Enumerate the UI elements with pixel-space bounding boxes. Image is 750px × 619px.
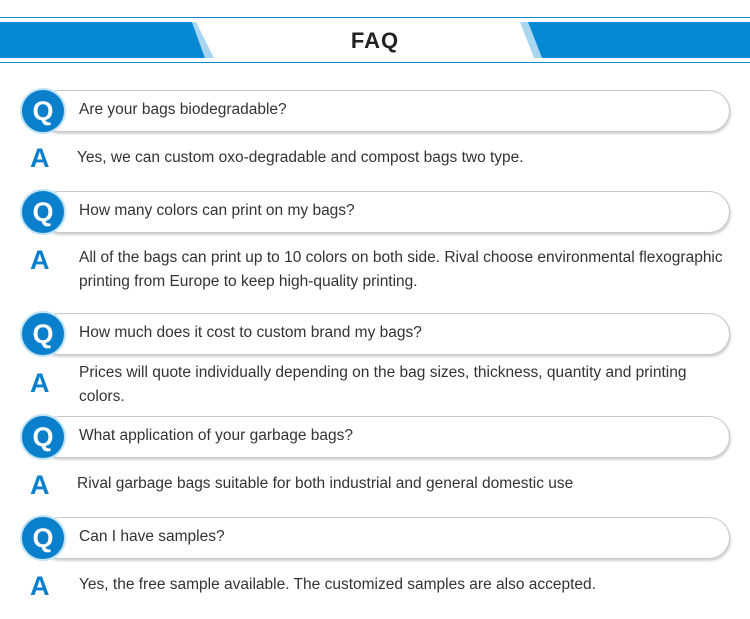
answer-badge: A xyxy=(30,470,50,500)
answer-text: All of the bags can print up to 10 colors on both side. Rival choose environmental flexographic printing from Europe to keep high-quality printing. xyxy=(79,249,723,290)
question-badge: Q xyxy=(20,88,66,134)
faq-question-row xyxy=(20,414,730,460)
header-top-line xyxy=(0,17,750,18)
question-text: Can I have samples? xyxy=(79,528,225,545)
question-badge: Q xyxy=(20,414,66,460)
faq-question-row xyxy=(20,515,730,561)
question-badge: Q xyxy=(20,515,66,561)
faq-question-row xyxy=(20,311,730,357)
answer-text: Rival garbage bags suitable for both industrial and general domestic use xyxy=(77,475,574,492)
faq-question-row xyxy=(20,88,730,134)
answer-text: Prices will quote individually depending on the bag sizes, thickness, quantity and printing colors. xyxy=(79,364,687,405)
question-text: How much does it cost to custom brand my bags? xyxy=(79,324,422,341)
question-text: How many colors can print on my bags? xyxy=(79,202,355,219)
page-title: FAQ xyxy=(350,28,400,53)
answer-badge: A xyxy=(30,368,50,398)
answer-badge: A xyxy=(30,245,50,275)
answer-text: Yes, we can custom oxo-degradable and compost bags two type. xyxy=(77,149,524,166)
answer-text: Yes, the free sample available. The customized samples are also accepted. xyxy=(79,576,596,593)
answer-badge: A xyxy=(30,143,50,173)
faq-question-row xyxy=(20,189,730,235)
question-text: Are your bags biodegradable? xyxy=(79,101,287,118)
header-bottom-line xyxy=(0,62,750,63)
question-text: What application of your garbage bags? xyxy=(79,427,354,444)
question-badge: Q xyxy=(20,189,66,235)
answer-badge: A xyxy=(30,571,50,601)
question-badge: Q xyxy=(20,311,66,357)
